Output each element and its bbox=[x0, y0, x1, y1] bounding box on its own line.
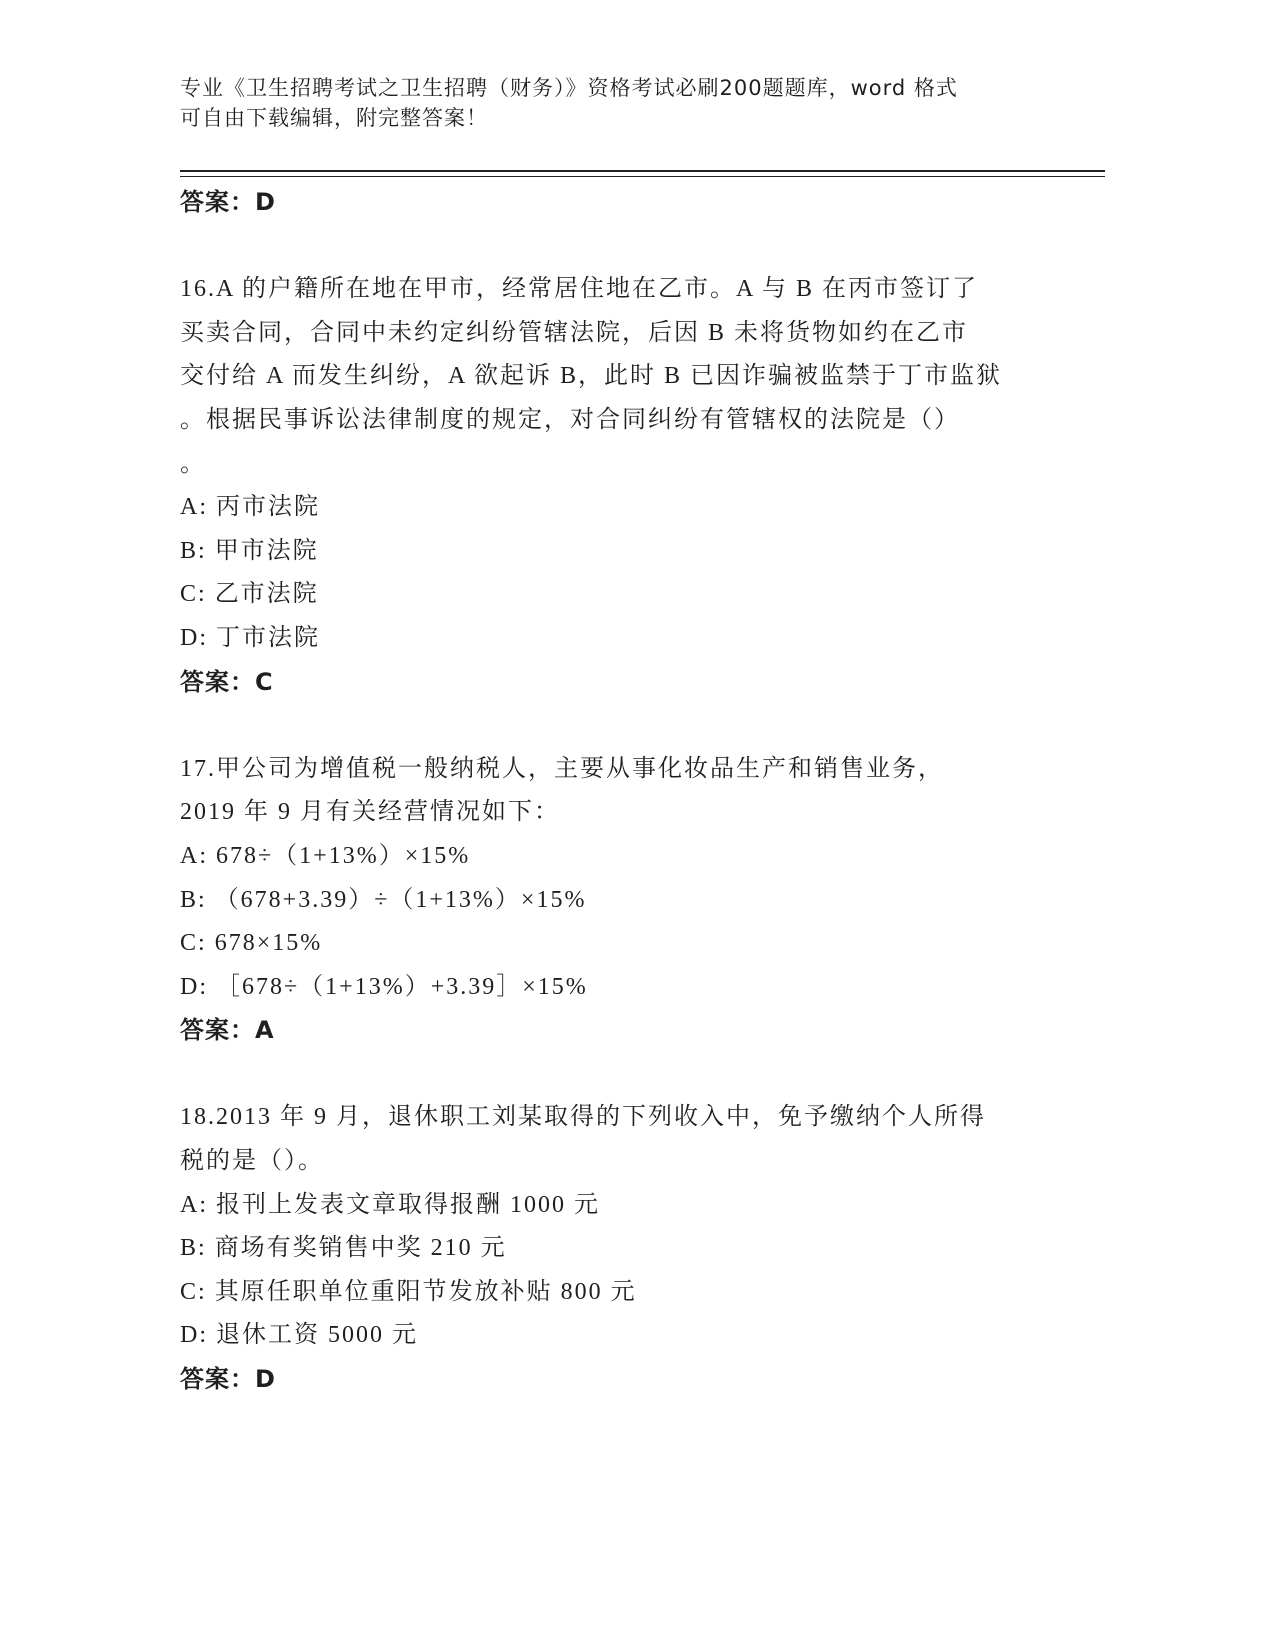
option-text: 丙市法院 bbox=[216, 494, 320, 521]
option-a bbox=[180, 835, 1002, 879]
answer-value: A bbox=[255, 1016, 275, 1045]
option-text: ［678÷（1+13%）+3.39］×15% bbox=[216, 973, 588, 1000]
spacer bbox=[180, 1053, 1002, 1097]
option-text: 甲市法院 bbox=[214, 537, 319, 564]
option-text: 其原任职单位重阳节发放补贴 800 元 bbox=[214, 1278, 637, 1305]
option-text: 商场有奖销售中奖 210 元 bbox=[214, 1235, 507, 1262]
option-label: C: bbox=[180, 581, 207, 608]
question-stem-line: 。 bbox=[180, 450, 206, 477]
option-text: 退休工资 5000 元 bbox=[216, 1322, 418, 1349]
option-label: B: bbox=[180, 1235, 207, 1262]
option-c bbox=[180, 1271, 1002, 1315]
spacer bbox=[180, 225, 1002, 269]
question-stem-line: 交付给 A 而发生纠纷，A 欲起诉 B，此时 B 已因诈骗被监禁于丁市监狱 bbox=[180, 363, 1003, 390]
option-text: 678÷（1+13%）×15% bbox=[216, 842, 471, 869]
question-stem-line: 税的是（）。 bbox=[180, 1148, 324, 1175]
option-text: （678+3.39）÷（1+13%）×15% bbox=[214, 886, 587, 913]
question-stem-line: 2019 年 9 月有关经营情况如下： bbox=[180, 799, 560, 826]
option-b bbox=[180, 530, 1002, 574]
header-line: 专业《卫生招聘考试之卫生招聘（财务）》资格考试必刷200题题库，word 格式 bbox=[180, 76, 958, 100]
answer-label: 答案： bbox=[180, 667, 255, 696]
question-stem-line: 17.甲公司为增值税一般纳税人，主要从事化妆品生产和销售业务， bbox=[180, 755, 944, 782]
option-text: 678×15% bbox=[214, 930, 323, 957]
answer-value: D bbox=[255, 188, 276, 216]
header-rule-thick bbox=[180, 170, 1105, 172]
option-label: B: bbox=[180, 537, 207, 564]
answer-line bbox=[180, 661, 1002, 705]
question-list bbox=[180, 181, 1002, 1402]
option-c bbox=[180, 573, 1002, 617]
option-a bbox=[180, 1184, 1002, 1228]
answer-value: D bbox=[255, 1365, 276, 1394]
question-16 bbox=[180, 268, 1002, 704]
question-stem-line: 买卖合同，合同中未约定纠纷管辖法院，后因 B 未将货物如约在乙市 bbox=[180, 319, 969, 346]
option-label: D: bbox=[180, 624, 208, 651]
question-stem-line: 18.2013 年 9 月，退休职工刘某取得的下列收入中，免予缴纳个人所得 bbox=[180, 1104, 986, 1131]
option-label: A: bbox=[180, 842, 208, 869]
option-b bbox=[180, 879, 1002, 923]
answer-line bbox=[180, 1358, 1002, 1402]
option-label: A: bbox=[180, 494, 208, 521]
option-text: 报刊上发表文章取得报酬 1000 元 bbox=[216, 1191, 600, 1218]
page-header bbox=[180, 73, 958, 133]
question-17 bbox=[180, 748, 1002, 1053]
option-label: B: bbox=[180, 886, 207, 913]
answer-line bbox=[180, 1009, 1002, 1053]
header-rule-thin bbox=[180, 176, 1105, 177]
question-18 bbox=[180, 1096, 1002, 1401]
answer-label: 答案： bbox=[180, 1016, 255, 1045]
option-label: C: bbox=[180, 1278, 207, 1305]
answer-line bbox=[180, 181, 1002, 225]
option-d bbox=[180, 617, 1002, 661]
option-d bbox=[180, 1314, 1002, 1358]
option-text: 乙市法院 bbox=[214, 581, 319, 608]
question-stem-line: 。根据民事诉讼法律制度的规定，对合同纠纷有管辖权的法院是（） bbox=[180, 406, 960, 433]
answer-value: C bbox=[255, 667, 274, 696]
option-b bbox=[180, 1227, 1002, 1271]
question-stem-line: 16.A 的户籍所在地在甲市，经常居住地在乙市。A 与 B 在丙市签订了 bbox=[180, 276, 979, 303]
option-a bbox=[180, 486, 1002, 530]
option-label: C: bbox=[180, 930, 207, 957]
answer-label: 答案： bbox=[180, 188, 255, 216]
header-line: 可自由下载编辑，附完整答案！ bbox=[180, 106, 488, 130]
option-text: 丁市法院 bbox=[216, 624, 320, 651]
option-c bbox=[180, 922, 1002, 966]
option-label: D: bbox=[180, 1322, 208, 1349]
spacer bbox=[180, 704, 1002, 748]
answer-label: 答案： bbox=[180, 1365, 255, 1394]
option-d bbox=[180, 966, 1002, 1010]
option-label: D: bbox=[180, 973, 208, 1000]
option-label: A: bbox=[180, 1191, 208, 1218]
